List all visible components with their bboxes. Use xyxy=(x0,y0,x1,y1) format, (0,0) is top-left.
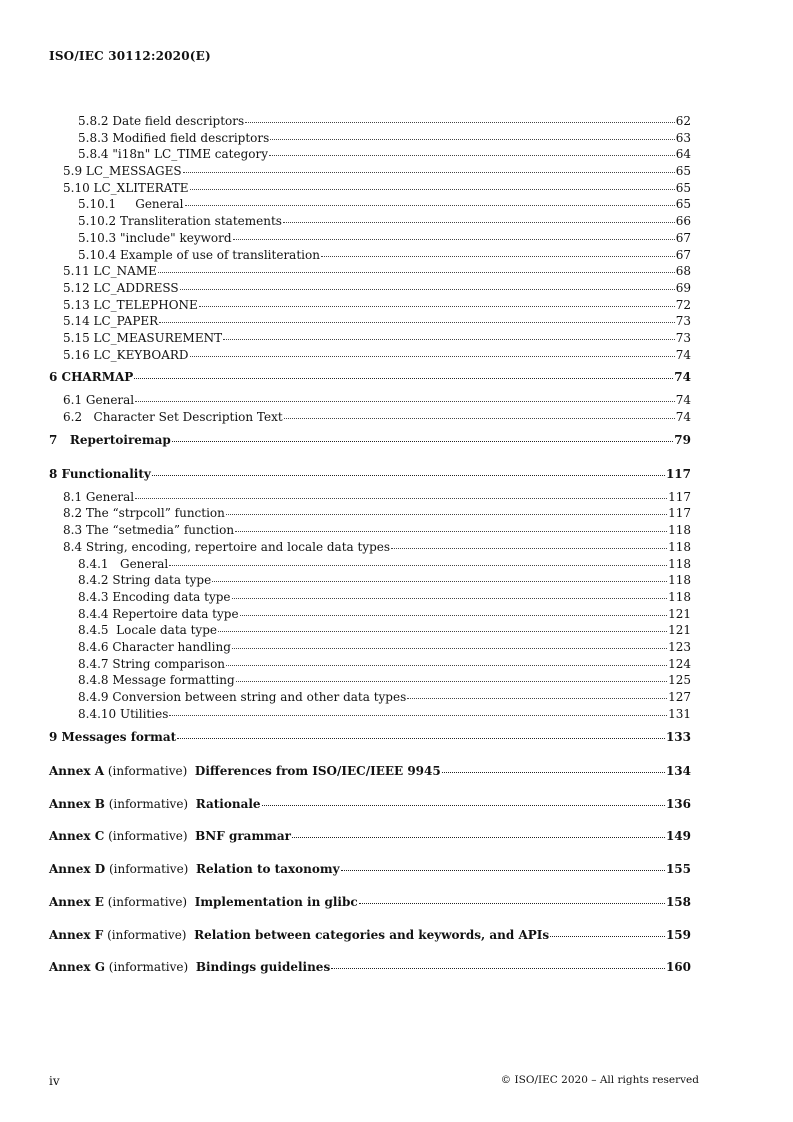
toc-entry[interactable] xyxy=(49,489,691,506)
toc-chapter[interactable] xyxy=(49,729,691,746)
leader-dots xyxy=(185,204,675,206)
leader-dots xyxy=(407,697,667,699)
leader-dots xyxy=(135,400,675,402)
toc-entry[interactable] xyxy=(49,622,691,639)
leader-dots xyxy=(177,737,665,739)
leader-dots xyxy=(183,171,675,173)
annex-type: (informative) xyxy=(104,960,196,975)
annex-title: Rationale xyxy=(195,796,261,811)
toc-entry[interactable] xyxy=(49,505,691,522)
leader-dots xyxy=(134,377,673,379)
toc-entry-label: 8 Functionality xyxy=(49,467,151,482)
toc-entry[interactable] xyxy=(49,130,691,147)
toc-entry-label: 7 Repertoiremap xyxy=(49,433,171,448)
toc-entry[interactable] xyxy=(49,113,691,130)
toc-entry[interactable] xyxy=(49,556,691,573)
leader-dots xyxy=(223,338,675,340)
toc-entry-page: 118 xyxy=(668,539,691,554)
toc-entry-label: 8.4.6 Character handling xyxy=(78,639,231,654)
toc-entry-page: 160 xyxy=(665,960,691,975)
leader-dots xyxy=(172,440,674,442)
leader-dots xyxy=(236,680,667,682)
toc-entry-page: 74 xyxy=(675,409,691,424)
toc-entry-page: 74 xyxy=(674,370,691,385)
leader-dots xyxy=(226,664,667,666)
toc-entry-label: 5.10 LC_XLITERATE xyxy=(63,180,189,195)
leader-dots xyxy=(321,255,675,257)
toc-entry[interactable] xyxy=(49,522,691,539)
leader-dots xyxy=(226,513,667,515)
toc-entry-page: 65 xyxy=(675,164,691,179)
toc-entry[interactable] xyxy=(49,230,691,247)
toc-entry-label: 8.4 String, encoding, repertoire and locale data types xyxy=(63,539,391,554)
toc-entry[interactable] xyxy=(49,656,691,673)
toc-entry-label: 5.16 LC_KEYBOARD xyxy=(63,347,189,362)
toc-entry-page: 65 xyxy=(675,180,691,195)
toc-entry-label: 8.1 General xyxy=(63,489,135,504)
toc-entry-page: 136 xyxy=(665,796,691,811)
toc-entry-page: 155 xyxy=(665,862,691,877)
document-header: ISO/IEC 30112:2020(E) xyxy=(49,49,211,63)
toc-entry-label: 8.4.2 String data type xyxy=(78,573,212,588)
toc-annex[interactable] xyxy=(49,959,691,976)
toc-entry-page: 73 xyxy=(675,314,691,329)
toc-entry-label: 5.10.4 Example of use of transliteration xyxy=(78,247,320,262)
toc-entry-page: 63 xyxy=(675,130,691,145)
toc-entry-label: 9 Messages format xyxy=(49,730,177,745)
toc-entry-page: 74 xyxy=(675,393,691,407)
toc-entry-page: 159 xyxy=(665,927,691,942)
toc-entry[interactable] xyxy=(49,639,691,656)
toc-chapter[interactable] xyxy=(49,432,691,449)
annex-name: Annex C xyxy=(49,829,105,844)
toc-entry-page: 66 xyxy=(675,214,691,229)
toc-entry[interactable] xyxy=(49,706,691,723)
toc-entry-page: 73 xyxy=(675,330,691,345)
leader-dots xyxy=(218,630,667,632)
leader-dots xyxy=(158,271,675,273)
toc-entry-page: 62 xyxy=(675,114,691,128)
leader-dots xyxy=(212,580,667,582)
leader-dots xyxy=(190,188,675,190)
toc-entry[interactable] xyxy=(49,146,691,163)
toc-entry-page: 131 xyxy=(668,706,691,721)
toc-entry-label: 6 CHARMAP xyxy=(49,370,134,385)
leader-dots xyxy=(169,714,667,716)
toc-entry-label: 8.4.3 Encoding data type xyxy=(78,589,231,604)
leader-dots xyxy=(269,154,675,156)
toc-entry-page: 69 xyxy=(675,280,691,295)
leader-dots xyxy=(262,804,665,806)
toc-entry-page: 65 xyxy=(675,197,691,212)
toc-entry-label: 6.1 General xyxy=(63,393,135,407)
toc-entry[interactable] xyxy=(49,213,691,230)
annex-name: Annex E xyxy=(49,894,104,909)
toc-entry-label: 5.13 LC_TELEPHONE xyxy=(63,297,198,312)
toc-annex[interactable] xyxy=(49,861,691,878)
annex-type: (informative) xyxy=(103,927,195,942)
leader-dots xyxy=(169,564,667,566)
toc-entry-label: 5.8.3 Modified field descriptors xyxy=(78,130,270,145)
toc-entry-label: 5.15 LC_MEASUREMENT xyxy=(63,330,223,345)
annex-name: Annex A xyxy=(49,764,105,779)
annex-title: Differences from ISO/IEC/IEEE 9945 xyxy=(194,764,441,779)
toc-entry-page: 118 xyxy=(668,556,691,571)
toc-entry-page: 64 xyxy=(675,147,691,162)
annex-type: (informative) xyxy=(104,796,196,811)
toc-entry-label: 5.11 LC_NAME xyxy=(63,264,157,279)
leader-dots xyxy=(135,497,667,499)
toc-entry-page: 117 xyxy=(665,467,691,482)
annex-name: Annex B xyxy=(49,796,105,811)
leader-dots xyxy=(359,902,665,904)
leader-dots xyxy=(284,417,675,419)
toc-entry[interactable] xyxy=(49,313,691,330)
toc-entry-label: 5.14 LC_PAPER xyxy=(63,314,159,329)
leader-dots xyxy=(283,221,675,223)
toc-entry-label: 5.8.4 "i18n" LC_TIME category xyxy=(78,147,269,162)
toc-entry-label: 6.2 Character Set Description Text xyxy=(63,409,283,424)
toc-entry[interactable] xyxy=(49,409,691,426)
toc-entry-label: 5.10.2 Transliteration statements xyxy=(78,214,282,229)
toc-entry-page: 149 xyxy=(665,829,691,844)
toc-entry-page: 124 xyxy=(668,656,691,671)
toc-entry[interactable] xyxy=(49,280,691,297)
table-of-contents xyxy=(49,113,691,976)
toc-entry-page: 118 xyxy=(668,573,691,588)
toc-entry-label: 8.4.9 Conversion between string and other data types xyxy=(78,690,407,704)
annex-name: Annex G xyxy=(49,960,105,975)
leader-dots xyxy=(232,597,668,599)
toc-entry[interactable] xyxy=(49,196,691,213)
leader-dots xyxy=(341,869,665,871)
toc-entry-label: 5.8.2 Date field descriptors xyxy=(78,114,245,128)
toc-entry-label: 8.3 The “setmedia” function xyxy=(63,523,235,538)
leader-dots xyxy=(292,836,665,838)
toc-entry[interactable] xyxy=(49,689,691,706)
toc-entry-page: 158 xyxy=(665,894,691,909)
leader-dots xyxy=(240,614,668,616)
toc-annex[interactable] xyxy=(49,828,691,845)
toc-annex[interactable] xyxy=(49,927,691,944)
toc-chapter[interactable] xyxy=(49,369,691,386)
leader-dots xyxy=(159,321,675,323)
annex-title: Bindings guidelines xyxy=(195,960,331,975)
toc-entry-label: 8.4.1 General xyxy=(78,556,169,571)
toc-annex[interactable] xyxy=(49,796,691,813)
toc-annex[interactable] xyxy=(49,763,691,780)
toc-entry-page: 127 xyxy=(668,690,691,704)
toc-entry-page: 134 xyxy=(665,764,691,779)
toc-entry-label: 8.4.5 Locale data type xyxy=(78,623,217,638)
toc-entry[interactable] xyxy=(49,297,691,314)
toc-entry[interactable] xyxy=(49,263,691,280)
annex-type: (informative) xyxy=(105,862,196,877)
toc-entry[interactable] xyxy=(49,347,691,364)
toc-entry[interactable] xyxy=(49,572,691,589)
toc-entry-page: 79 xyxy=(674,433,691,448)
toc-entry-page: 67 xyxy=(675,230,691,245)
leader-dots xyxy=(391,547,667,549)
toc-entry[interactable] xyxy=(49,392,691,409)
toc-entry-page: 118 xyxy=(668,523,691,538)
annex-name: Annex D xyxy=(49,862,106,877)
toc-entry-page: 125 xyxy=(668,673,691,688)
toc-entry-page: 117 xyxy=(668,506,691,521)
leader-dots xyxy=(270,138,674,140)
copyright-notice: © ISO/IEC 2020 – All rights reserved xyxy=(500,1074,699,1086)
toc-entry-page: 123 xyxy=(668,639,691,654)
leader-dots xyxy=(442,771,665,773)
leader-dots xyxy=(199,305,675,307)
toc-entry-label: 5.10.3 "include" keyword xyxy=(78,230,232,245)
toc-entry[interactable] xyxy=(49,180,691,197)
toc-entry-label: 8.4.4 Repertoire data type xyxy=(78,606,239,621)
leader-dots xyxy=(152,474,665,476)
toc-entry-label: 8.4.8 Message formatting xyxy=(78,673,235,688)
page-number: iv xyxy=(49,1074,60,1088)
leader-dots xyxy=(190,355,675,357)
leader-dots xyxy=(233,238,675,240)
toc-entry-page: 121 xyxy=(668,606,691,621)
annex-title: Implementation in glibc xyxy=(194,894,358,909)
toc-entry[interactable] xyxy=(49,672,691,689)
toc-entry-page: 68 xyxy=(675,264,691,279)
toc-entry-page: 117 xyxy=(668,489,691,504)
toc-entry[interactable] xyxy=(49,163,691,180)
toc-entry-page: 72 xyxy=(675,297,691,312)
leader-dots xyxy=(232,647,667,649)
leader-dots xyxy=(235,530,667,532)
toc-entry-label: 8.2 The “strpcoll” function xyxy=(63,506,225,521)
annex-title: Relation between categories and keywords, and APIs xyxy=(194,927,550,942)
toc-entry[interactable] xyxy=(49,606,691,623)
leader-dots xyxy=(245,121,675,123)
leader-dots xyxy=(550,935,665,937)
toc-entry-label: 5.10.1 General xyxy=(78,197,184,212)
toc-entry[interactable] xyxy=(49,247,691,264)
annex-title: BNF grammar xyxy=(195,829,291,844)
annex-type: (informative) xyxy=(104,764,195,779)
toc-entry[interactable] xyxy=(49,589,691,606)
toc-entry[interactable] xyxy=(49,539,691,556)
toc-entry-label: 8.4.7 String comparison xyxy=(78,656,226,671)
toc-entry-page: 74 xyxy=(675,347,691,362)
annex-type: (informative) xyxy=(103,894,195,909)
toc-entry-page: 67 xyxy=(675,247,691,262)
toc-entry-label: 5.12 LC_ADDRESS xyxy=(63,280,179,295)
toc-entry-label: 5.9 LC_MESSAGES xyxy=(63,164,182,179)
toc-entry-page: 118 xyxy=(668,589,691,604)
annex-name: Annex F xyxy=(49,927,104,942)
toc-entry-page: 121 xyxy=(668,623,691,638)
annex-title: Relation to taxonomy xyxy=(196,862,340,877)
toc-chapter[interactable] xyxy=(49,466,691,483)
toc-entry-page: 133 xyxy=(665,730,691,745)
annex-type: (informative) xyxy=(104,829,196,844)
toc-entry[interactable] xyxy=(49,330,691,347)
toc-entry-label: 8.4.10 Utilities xyxy=(78,706,169,721)
leader-dots xyxy=(331,967,665,969)
leader-dots xyxy=(180,288,675,290)
toc-annex[interactable] xyxy=(49,894,691,911)
